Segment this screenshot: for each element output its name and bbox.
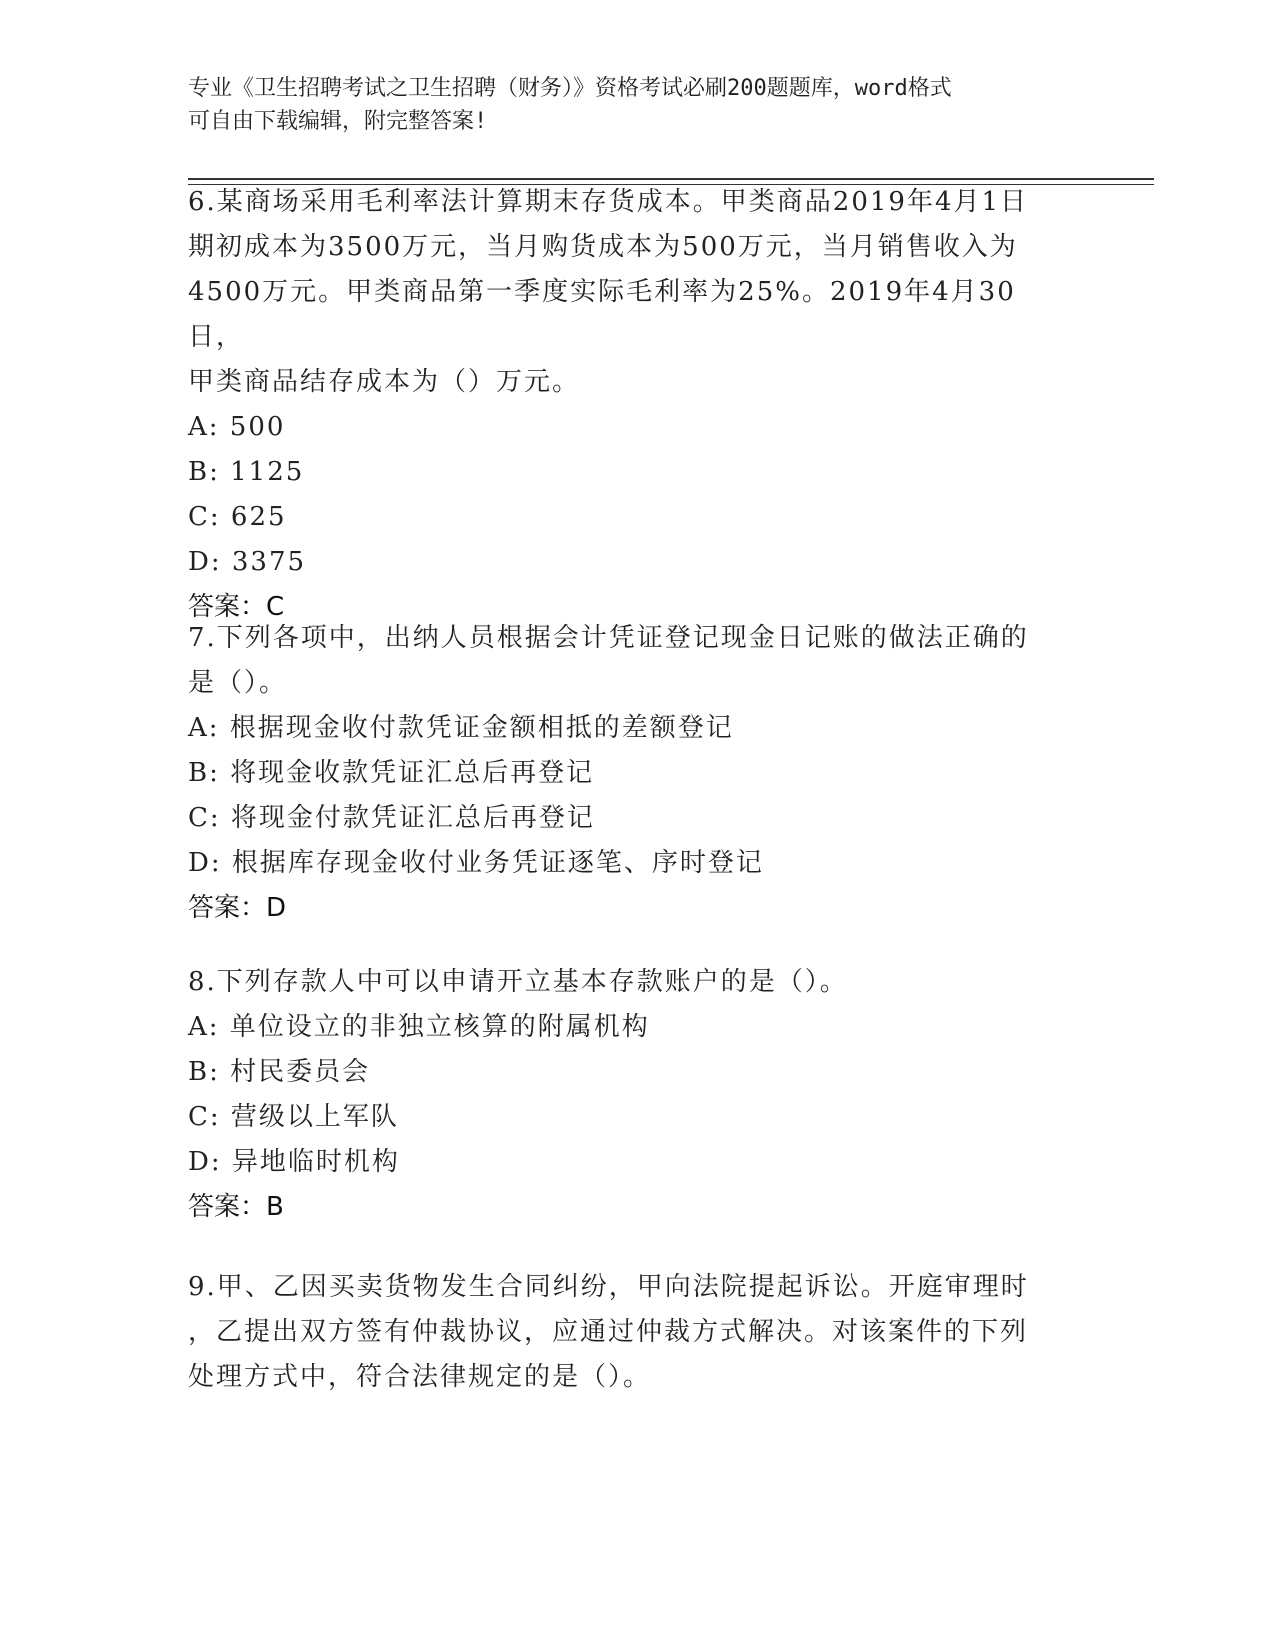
answer-label: 答案：C xyxy=(188,592,285,622)
question-stem-line: 8.下列存款人中可以申请开立基本存款账户的是（）。 xyxy=(188,967,848,997)
option-c: C: 营级以上军队 xyxy=(188,1102,399,1132)
question-9 xyxy=(188,1265,1068,1400)
question-8 xyxy=(188,960,1068,1230)
option-b: B: 1125 xyxy=(188,457,305,487)
option-a: A: 单位设立的非独立核算的附属机构 xyxy=(188,1012,650,1042)
option-a: A: 根据现金收付款凭证金额相抵的差额登记 xyxy=(188,713,734,743)
option-b: B: 将现金收款凭证汇总后再登记 xyxy=(188,758,595,788)
question-stem-line: ，乙提出双方签有仲裁协议，应通过仲裁方式解决。对该案件的下列 xyxy=(188,1317,1029,1347)
question-stem-line: 4500万元。甲类商品第一季度实际毛利率为25%。2019年4月30日， xyxy=(188,277,1016,352)
option-b: B: 村民委员会 xyxy=(188,1057,371,1087)
option-d: D: 3375 xyxy=(188,547,307,577)
option-d: D: 异地临时机构 xyxy=(188,1147,400,1177)
answer-label: 答案：D xyxy=(188,893,287,923)
question-stem-line: 7.下列各项中，出纳人员根据会计凭证登记现金日记账的做法正确的 xyxy=(188,623,1029,653)
document-header xyxy=(188,72,1088,138)
question-stem-line: 甲类商品结存成本为（）万元。 xyxy=(188,367,581,397)
option-c: C: 将现金付款凭证汇总后再登记 xyxy=(188,803,595,833)
question-stem-line: 期初成本为3500万元，当月购货成本为500万元，当月销售收入为 xyxy=(188,232,1018,262)
question-7 xyxy=(188,616,1068,931)
header-title-line-2: 可自由下载编辑，附完整答案! xyxy=(188,109,488,134)
answer-label: 答案：B xyxy=(188,1192,284,1222)
header-title-line-1: 专业《卫生招聘考试之卫生招聘（财务）》资格考试必刷200题题库，word格式 xyxy=(188,76,952,101)
question-6 xyxy=(188,180,1068,630)
option-c: C: 625 xyxy=(188,502,287,532)
option-a: A: 500 xyxy=(188,412,286,442)
question-stem-line: 处理方式中，符合法律规定的是（）。 xyxy=(188,1362,652,1392)
option-d: D: 根据库存现金收付业务凭证逐笔、序时登记 xyxy=(188,848,764,878)
question-stem-line: 是（）。 xyxy=(188,668,288,698)
question-stem-line: 6.某商场采用毛利率法计算期末存货成本。甲类商品2019年4月1日 xyxy=(188,187,1029,217)
question-stem-line: 9.甲、乙因买卖货物发生合同纠纷，甲向法院提起诉讼。开庭审理时 xyxy=(188,1272,1029,1302)
